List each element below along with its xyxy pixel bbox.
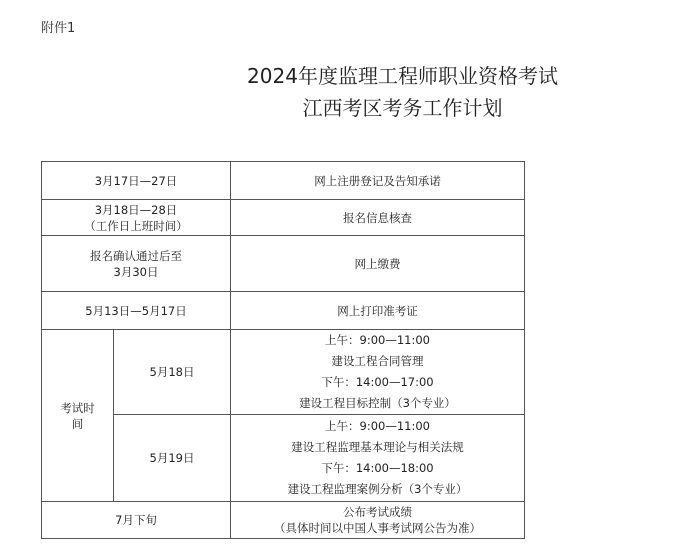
task-cell [231,502,525,539]
task-note: （具体时间以中国人事考试网公告为准） [274,521,481,535]
morning-subject: 建设工程合同管理 [331,354,424,368]
date-line: 报名确认通过后至 [90,248,182,263]
date-cell: 5月13日—5月17日 [42,292,231,330]
exam-label-cell [42,330,114,502]
afternoon-time: 下午：14:00—17:00 [321,375,434,389]
table-row [42,292,525,330]
exam-date-cell: 5月19日 [114,415,231,502]
exam-session-cell [231,415,525,502]
task-cell: 网上打印准考证 [231,292,525,330]
task-cell: 报名信息核查 [231,200,525,236]
date-line: 3月18日—28日 [94,202,178,217]
table-row [42,236,525,292]
morning-time: 上午：9:00—11:00 [325,333,430,347]
afternoon-subject: 建设工程监理案例分析（3个专业） [287,482,468,496]
date-cell: 3月17日—27日 [42,162,231,200]
table-row [42,502,525,539]
date-cell [42,236,231,292]
table-row [42,200,525,236]
afternoon-subject: 建设工程目标控制（3个专业） [299,396,456,410]
table-row [42,162,525,200]
title-line-2: 江西考区考务工作计划 [302,96,503,120]
title-line-1: 2024年度监理工程师职业资格考试 [247,64,558,88]
task-cell: 网上缴费 [231,236,525,292]
date-cell [42,200,231,236]
morning-time: 上午：9:00—11:00 [325,419,430,433]
page-title [0,60,697,124]
schedule-table [41,161,525,539]
table-row [42,330,525,415]
date-line: 3月30日 [113,264,159,279]
table-row [42,415,525,502]
date-note: （工作日上班时间） [84,218,188,233]
exam-date-cell: 5月18日 [114,330,231,415]
task-line: 公布考试成绩 [343,505,412,519]
morning-subject: 建设工程监理基本理论与相关法规 [291,440,464,454]
attachment-label: 附件1 [41,21,76,36]
date-cell: 7月下旬 [42,502,231,539]
exam-label: 考试时间 [60,400,95,431]
afternoon-time: 下午：14:00—18:00 [321,461,434,475]
task-cell: 网上注册登记及告知承诺 [231,162,525,200]
exam-session-cell [231,330,525,415]
